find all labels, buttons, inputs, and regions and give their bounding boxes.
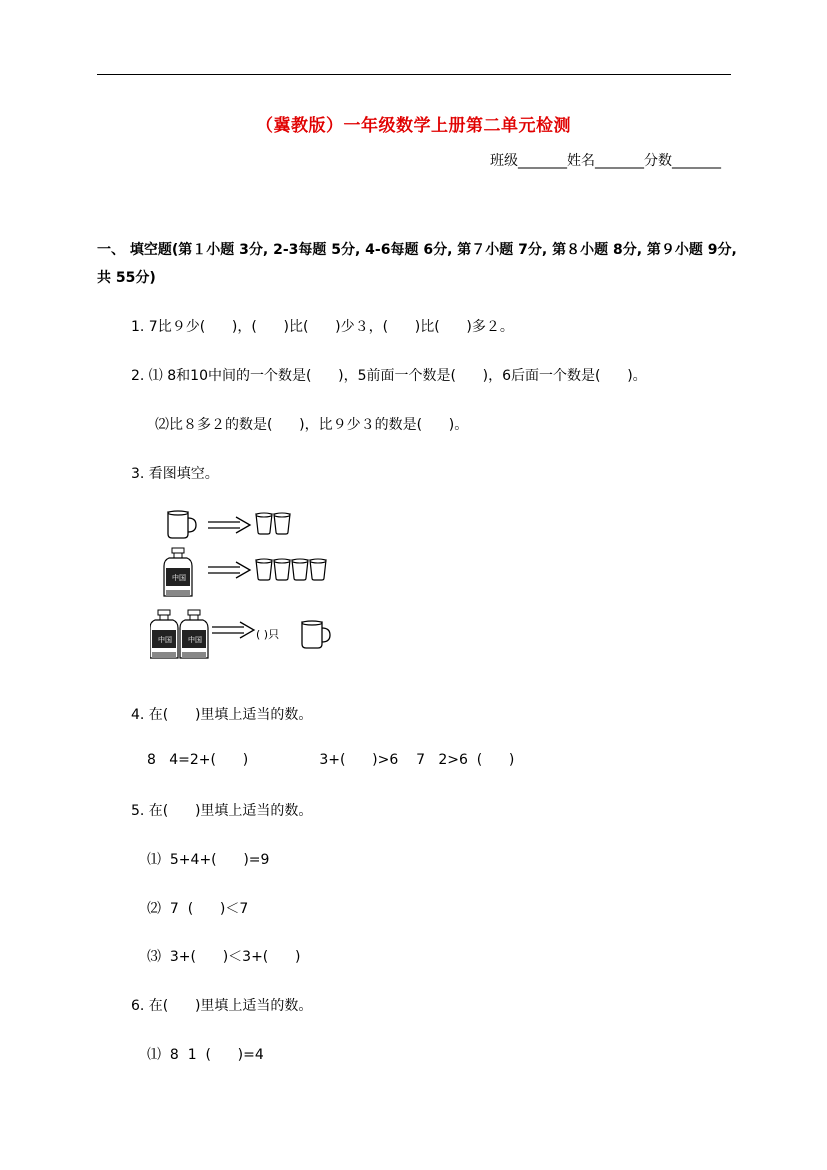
question-5-item-1: ⑴ 5+4+( )=9 [147, 852, 270, 868]
question-5-item-3: ⑶ 3+( )＜3+( ) [147, 949, 301, 965]
question-3: 3. 看图填空。 [131, 466, 219, 482]
section-heading: 一、 填空题(第１小题 3分, 2-3每题 5分, 4-6每题 6分, 第７小题 7分, 第８小题 8分, 第９小题 9分, 共 55分) [97, 242, 737, 286]
question-6: 6. 在( )里填上适当的数。 [131, 998, 313, 1014]
question-2-part-2: ⑵比８多２的数是( )，比９少３的数是( )。 [155, 417, 469, 433]
question-6-item-1: ⑴ 8 1 ( )=4 [147, 1047, 264, 1063]
question-5-item-2: ⑵ 7 ( )＜7 [147, 901, 249, 917]
cups-bottles-figure [150, 500, 340, 665]
header-rule [97, 74, 731, 75]
question-2-part-1: 2. ⑴ 8和10中间的一个数是( )，5前面一个数是( )，6后面一个数是( )。 [131, 368, 647, 384]
page-title: （冀教版）一年级数学上册第二单元检测 [256, 116, 571, 136]
question-1: 1. 7比９少( )，( )比( )少３，( )比( )多２。 [131, 319, 514, 335]
question-4-items: 8 4=2+( ) 3+( )>6 7 2>6 ( ) [147, 752, 515, 768]
question-5: 5. 在( )里填上适当的数。 [131, 803, 313, 819]
answer-blank: ( )只 [256, 628, 280, 641]
student-info-line: 班级_______姓名_______分数_______ [490, 153, 721, 169]
bottle-label: 中国 [172, 574, 186, 582]
bottle-label: 中国 [188, 636, 202, 644]
question-4: 4. 在( )里填上适当的数。 [131, 707, 313, 723]
bottle-label: 中国 [158, 636, 172, 644]
